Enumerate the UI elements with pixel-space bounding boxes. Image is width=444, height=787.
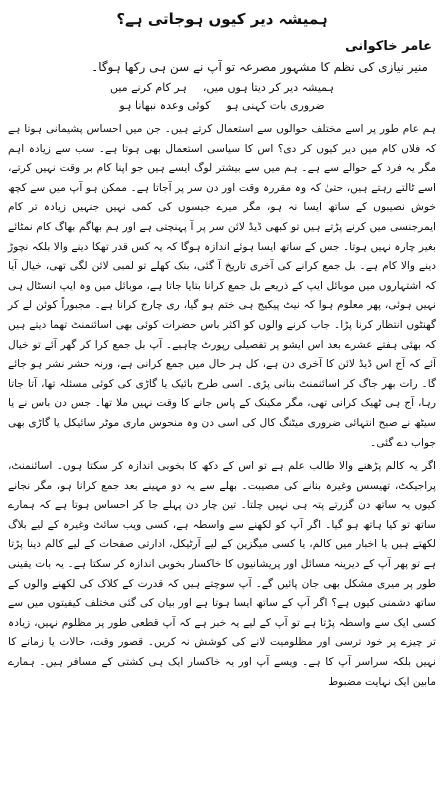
verse-hemistich: ہمیشہ دیر کر دیتا ہوں میں، [202, 81, 334, 94]
intro-line: منیر نیازی کی نظم کا مشہور مصرعہ تو آپ نے سن ہی رکھا ہوگا۔ [91, 60, 428, 74]
verse-line-2 [8, 98, 436, 114]
author-name: عامر خاکوانی [345, 39, 432, 54]
verse-line-1 [8, 80, 436, 96]
article-title: ہمیشہ دیر کیوں ہوجاتی ہے؟ [116, 10, 328, 28]
verse-hemistich: ضروری بات کہنی ہو [226, 99, 325, 112]
article-body [8, 120, 436, 692]
body-paragraph: ہم عام طور پر اسے مختلف حوالوں سے استعمال کرتے ہیں۔ جن میں احساس پشیمانی ہوتا ہے کہ فلاں کام میں دیر کیوں کر دی؟ اس کا سیاسی استعمال بھی ہوتا ہے۔ سب سے زیادہ اہم مگر یہ فرد کے حوالے سے ہے۔ ہم میں سے بیشتر لوگ ایسے ہیں جو اپنا کام بر وقت نہیں کرتے، اسے ٹالتے رہتے ہیں، حتیٰ کہ وہ مقررہ وقت اور دن سر پر آجاتا ہے۔ ممکن ہو آپ میں سے کچھ خوش نصیبوں کے ساتھ ایسا نہ ہو، مگر میرے جیسوں کی کمی نہیں جنہیں زیادہ تر کام ایمرجنسی میں کرنے پڑتے ہیں تو کبھی ڈیڈ لائن سر پر آ پہنچتی ہے اور ہم بھاگم بھاگ کام نمٹائے بغیر چارہ نہیں ہوتا۔ جس کے ساتھ ایسا ہوئے اندازہ ہوگا کہ یہ کس قدر تھکا دینے والا بلکہ نچوڑ دینے والا کام ہے۔ بل جمع کرانے کی آخری تاریخ آ گئی، بنک کھلے تو لمبی لائن لگی تھی، خیال آیا کہ اشتہاروں میں موبائل ایپ کے ذریعے بل جمع کرانا بتایا جاتا ہے، موبائل میں وہ ایپ انسٹال ہی نہیں ہوئی، پھر معلوم ہوا کہ نیٹ پیکیج ہی ختم ہو گیا، ری چارج کرانا ہے۔ مجبوراً کوئن لے کر گھنٹوں انتظار کرنا پڑا۔ جاب کرنے والوں کو اکثر باس حضرات کوئی بھی اسائنمنٹ تھما دیتے ہیں کہ بھئی ہفتے عشرے بعد اس ایشو پر تفصیلی رپورٹ چاہیے۔ آپ بل جمع کرا کر گھر آئے تو خیال آئے کہ آج اس ڈیڈ لائن کا آخری دن ہے، کل ہر حال میں جمع کرانی ہے، ورنہ حشر نشر ہو جائے گا۔ رات بھر جاگ کر اسائنمنٹ بنانی پڑی۔ اسی طرح بائیک یا گاڑی کی کوئی مسئلہ تھا، آتا جاتا رہا، آج ہی ٹھیک کرانی تھی، مگر مکینک کے پاس جانے کا وقت نہیں ملا تھا۔ جس دن باس نے یا سیٹھ نے صبح انتہائی ضروری میٹنگ کال کی اسی دن وہ منحوس ماری موٹر سائیکل یا گاڑی بھی جواب دے گئی۔ [8, 123, 436, 449]
verse-hemistich: ہر کام کرنے میں [110, 81, 187, 94]
body-paragraph: اگر یہ کالم پڑھنے والا طالب علم ہے تو اس کے دکھ کا بخوبی اندازہ کر سکتا ہوں۔ اسائنمنٹ، پراجیکٹ، تھیسس وغیرہ بنانے کی مصیبت۔ بھلے سے یہ دو مہینے بعد جمع کرانا ہو، مگر نجانے کیوں یہ ساتھ دن گزرتے پتہ ہی نہیں چلتا۔ تین چار دن پہلے جا کر احساس ہوتا ہے کہ ہمارے ساتھ تو کیا ہاتھ ہو گیا۔ اگر آپ کو لکھنے سے واسطہ ہے، کسی ویب سائٹ وغیرہ کے لیے بلاگ لکھتے ہیں یا اخبار میں کالم، یا کسی میگزین کے لیے آرٹیکل، ادارتی صفحات کے لیے کالم دینا پڑتا ہے تو پھر آپ کے دیرینہ مسائل اور پریشانیوں کا خاکسار بخوبی اندازہ کر سکتا ہے۔ یہ بات یقینی طور پر میری مشکل بھی جان پائیں گے۔ آپ سوچتے ہیں کہ قدرت کے کلاک کی لکھنے والوں کے ساتھ دشمنی کیوں ہے؟ اگر آپ کے ساتھ ایسا ہوتا ہے اور بیان کی گئی مختلف کیفیتوں میں سے کسی ایک سے واسطہ پڑتا ہے تو آپ کے لیے یہ خبر ہے کہ آپ قطعی طور پر مظلوم نہیں، زیادہ تر چیزے پر خود ترسی اور مظلومیت لانے کی کوشش نہ کریں۔ قصور وقت، حالات یا زمانے کا نہیں بلکہ سراسر آپ کا ہے۔ ویسے آپ اور یہ خاکسار ایک ہی کشتی کے مسافر ہیں۔ ہمارے مابین ایک نہایت مضبوط [8, 460, 436, 688]
verse-hemistich: کوئی وعدہ نبھانا ہو [119, 99, 211, 112]
